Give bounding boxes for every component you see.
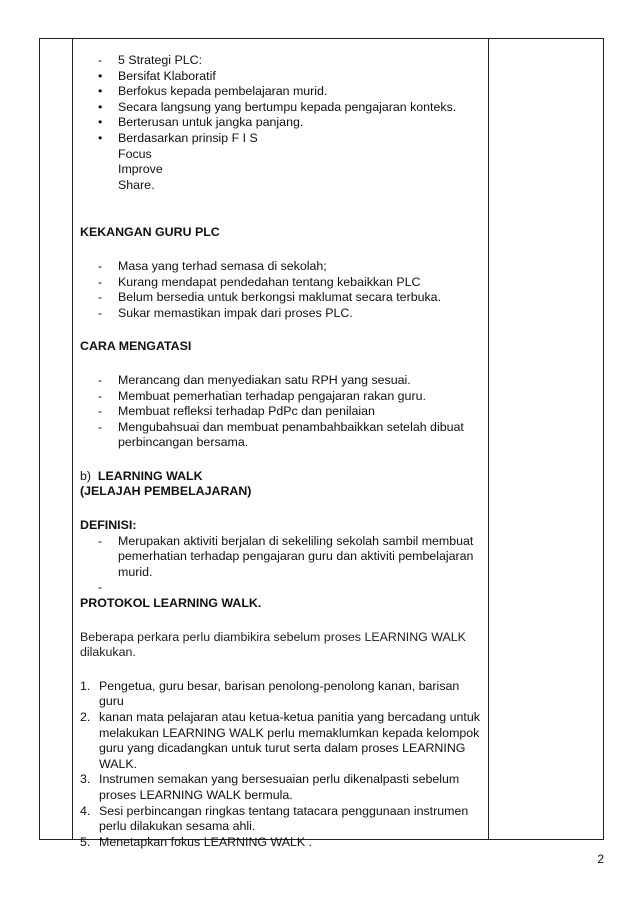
list-item: - Membuat refleksi terhadap PdPc dan penilaian (98, 404, 375, 419)
protokol-intro: Beberapa perkara perlu diambikira sebelum proses LEARNING WALK dilakukan. (80, 629, 466, 660)
protokol-heading: PROTOKOL LEARNING WALK. (80, 596, 262, 611)
fis-line: Focus (118, 146, 152, 161)
definisi-heading: DEFINISI: (80, 518, 137, 533)
numbered-item: 5. Menetapkan fokus LEARNING WALK . (80, 834, 313, 849)
numbered-item: 1. Pengetua, guru besar, barisan penolong-penolong kanan, barisan guru (80, 678, 460, 709)
numbered-item: 3. Instrumen semakan yang bersesuaian perlu dikenalpasti sebelum proses LEARNING WALK bermula. (80, 772, 460, 802)
document-table (39, 38, 604, 849)
list-item: • Bersifat Klaboratif (98, 68, 216, 83)
strategy-intro: - 5 Strategi PLC: (98, 53, 203, 67)
main-content-cell (80, 53, 485, 850)
list-item: - Kurang mendapat pendedahan tentang kebaikkan PLC (98, 274, 421, 289)
learning-walk-title: b) LEARNING WALK (80, 468, 203, 483)
column-divider-right (488, 39, 489, 839)
definisi-item: - Merupakan aktiviti berjalan di sekeliling sekolah sambil membuat pemerhatian terhadap pengajaran guru dan aktiviti pembelajaran murid. (98, 533, 474, 579)
list-item: - Merancang dan menyediakan satu RPH yang sesuai. (98, 372, 411, 387)
list-item: - Mengubahsuai dan membuat penambahbaikkan setelah dibuat perbincangan bersama. (98, 419, 464, 450)
list-item: - Membuat pemerhatian terhadap pengajaran rakan guru. (98, 388, 426, 403)
learning-walk-subtitle: (JELAJAH PEMBELAJARAN) (80, 484, 252, 499)
list-item: • Berfokus kepada pembelajaran murid. (98, 84, 328, 99)
list-item: • Berterusan untuk jangka panjang. (98, 115, 304, 130)
list-item: • Berdasarkan prinsip F I S (98, 130, 258, 145)
cara-heading: CARA MENGATASI (80, 339, 192, 354)
fis-line: Share. (118, 177, 155, 192)
list-item: - Belum bersedia untuk berkongsi maklumat secara terbuka. (98, 290, 442, 305)
fis-line: Improve (118, 162, 163, 177)
numbered-item: 4. Sesi perbincangan ringkas tentang tatacara penggunaan instrumen perlu dilakukan sesama ahli. (80, 803, 469, 834)
numbered-item: 2. kanan mata pelajaran atau ketua-ketua panitia yang bercadang untuk melakukan LEARNING WALK perlu memaklumkan kepada kelompok guru yang dicadangkan untuk turut serta dalam proses LEARNING WALK. (80, 710, 480, 771)
page-number: 2 (597, 852, 604, 866)
empty-list-item: - (98, 580, 103, 595)
kekangan-heading: KEKANGAN GURU PLC (80, 225, 220, 240)
column-divider-left (72, 39, 73, 839)
list-item: • Secara langsung yang bertumpu kepada pengajaran konteks. (98, 99, 457, 114)
list-item: - Sukar memastikan impak dari proses PLC. (98, 305, 353, 320)
list-item: - Masa yang terhad semasa di sekolah; (98, 258, 327, 273)
